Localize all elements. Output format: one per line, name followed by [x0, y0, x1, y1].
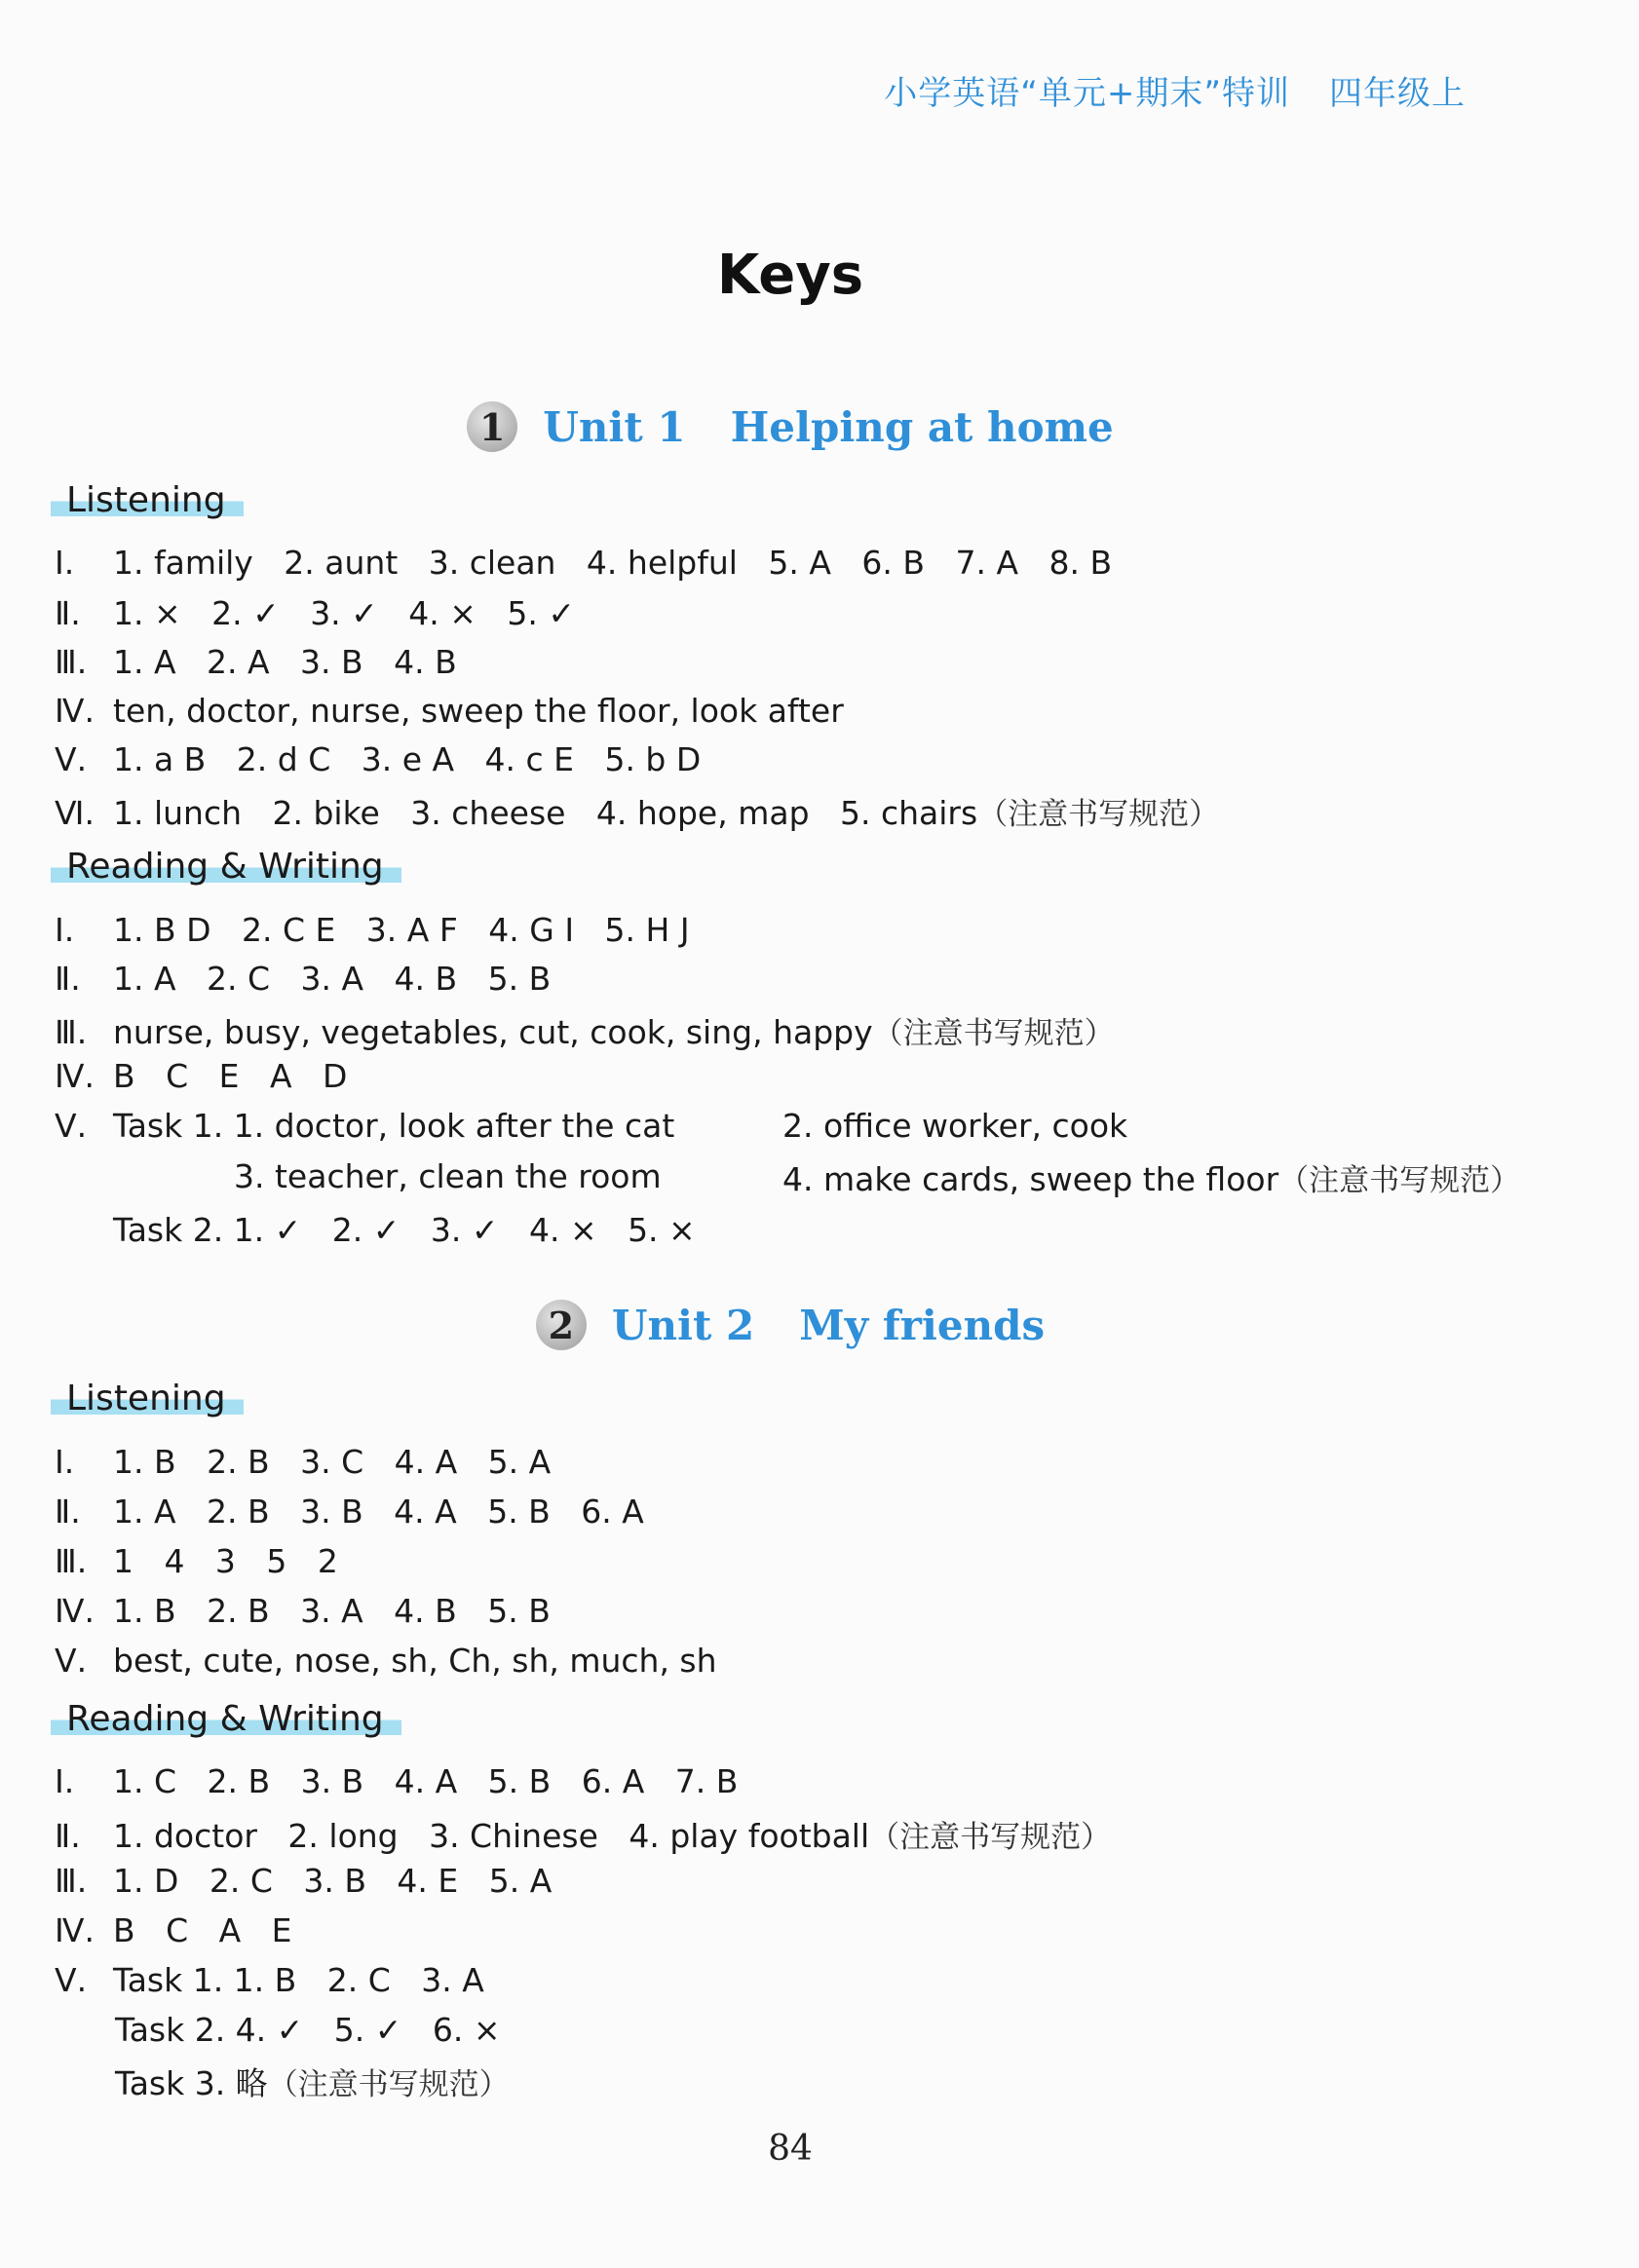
answer-text: 1. family 2. aunt 3. clean 4. helpful 5. A 6. B 7. A 8. B	[113, 544, 1113, 582]
answer-text-col2: 2. office worker, cook	[782, 1107, 1128, 1145]
section-label-listening: Listening	[51, 1379, 244, 1418]
answer-line	[55, 1762, 738, 1800]
answer-text: Task 3. 略	[115, 2064, 268, 2102]
answer-text: ten, doctor, nurse, sweep the floor, look after	[113, 692, 844, 730]
answer-line	[55, 1592, 551, 1630]
answer-text: 4. make cards, sweep the floor	[782, 1160, 1279, 1198]
answer-line	[55, 544, 1112, 582]
roman-numeral: Ⅰ.	[55, 1443, 75, 1481]
unit-number-badge: 2	[536, 1300, 587, 1350]
roman-numeral: Ⅴ.	[55, 1642, 88, 1680]
section-label-reading-writing: Reading & Writing	[51, 847, 401, 887]
roman-numeral: Ⅳ.	[55, 1911, 95, 1949]
section-label-listening: Listening	[51, 480, 244, 520]
answer-line	[55, 1443, 551, 1481]
section-label-reading-writing: Reading & Writing	[51, 1699, 401, 1739]
answer-line	[55, 594, 575, 632]
roman-numeral: Ⅳ.	[55, 1057, 95, 1095]
roman-numeral: Ⅲ.	[55, 1013, 88, 1051]
answer-text: B C A E	[113, 1911, 292, 1949]
answer-text: 1 4 3 5 2	[113, 1542, 338, 1580]
roman-numeral: Ⅱ.	[55, 1817, 81, 1855]
answer-text: 1. lunch 2. bike 3. cheese 4. hope, map 5. chairs	[113, 794, 978, 832]
answer-line	[55, 1862, 552, 1900]
series-title: 小学英语“单元+期末”特训	[884, 74, 1290, 113]
roman-numeral: Ⅴ.	[55, 1107, 88, 1145]
writing-note: （注意书写规范）	[872, 1016, 1115, 1051]
unit-label: Unit 1	[543, 402, 686, 451]
roman-numeral: Ⅱ.	[55, 1493, 81, 1531]
answer-line	[55, 1057, 347, 1095]
answer-line-task2: Task 2. 4. ✓ 5. ✓ 6. ×	[115, 2011, 501, 2049]
roman-numeral: Ⅲ.	[55, 1542, 88, 1580]
answer-line	[55, 1911, 292, 1949]
answer-line	[55, 960, 551, 998]
answer-line	[55, 643, 457, 681]
grade-label: 四年级上	[1329, 74, 1466, 113]
answer-text: best, cute, nose, sh, Ch, sh, much, sh	[113, 1642, 717, 1680]
answer-text: 1. C 2. B 3. B 4. A 5. B 6. A 7. B	[113, 1762, 739, 1800]
unit-label: Unit 2	[611, 1301, 755, 1349]
answer-line-task2: Task 2. 1. ✓ 2. ✓ 3. ✓ 4. × 5. ×	[113, 1211, 696, 1249]
answer-line	[55, 1008, 1115, 1052]
answer-text: Task 1. 1. doctor, look after the cat	[113, 1107, 675, 1145]
roman-numeral: Ⅰ.	[55, 544, 75, 582]
answer-text: 1. a B 2. d C 3. e A 4. c E 5. b D	[113, 740, 702, 778]
writing-note: （注意书写规范）	[267, 2067, 510, 2102]
answer-text: nurse, busy, vegetables, cut, cook, sing, happy	[113, 1013, 873, 1051]
answer-text: 1. D 2. C 3. B 4. E 5. A	[113, 1862, 553, 1900]
answer-line-task1	[55, 1961, 484, 1999]
answer-text: 1. A 2. C 3. A 4. B 5. B	[113, 960, 552, 998]
roman-numeral: Ⅱ.	[55, 960, 81, 998]
answer-line-task1	[55, 1107, 674, 1145]
unit-number-badge: 1	[467, 401, 517, 452]
answer-text: B C E A D	[113, 1057, 348, 1095]
roman-numeral: Ⅳ.	[55, 692, 95, 730]
answer-line	[55, 789, 1219, 833]
roman-numeral: Ⅰ.	[55, 911, 75, 949]
answer-text: 3. teacher, clean the room	[234, 1157, 662, 1195]
roman-numeral: Ⅲ.	[55, 643, 88, 681]
unit-title: My friends	[799, 1301, 1046, 1349]
answer-line	[55, 740, 701, 778]
answer-line	[55, 692, 844, 730]
answer-line	[55, 911, 690, 949]
answer-text-col2	[782, 1155, 1520, 1199]
writing-note: （注意书写规范）	[869, 1820, 1112, 1855]
answer-text: 1. A 2. A 3. B 4. B	[113, 643, 457, 681]
answer-line	[55, 1542, 338, 1580]
answer-text: Task 1. 1. B 2. C 3. A	[113, 1961, 484, 1999]
answer-line	[55, 1642, 717, 1680]
answer-text: 1. B 2. B 3. C 4. A 5. A	[113, 1443, 552, 1481]
roman-numeral: Ⅵ.	[55, 794, 95, 832]
roman-numeral: Ⅰ.	[55, 1762, 75, 1800]
roman-numeral: Ⅴ.	[55, 1961, 88, 1999]
answer-line	[55, 1493, 644, 1531]
writing-note: （注意书写规范）	[1278, 1163, 1521, 1198]
roman-numeral: Ⅴ.	[55, 740, 88, 778]
page-title: Keys	[716, 244, 864, 307]
roman-numeral: Ⅲ.	[55, 1862, 88, 1900]
answer-text: 1. A 2. B 3. B 4. A 5. B 6. A	[113, 1493, 644, 1531]
unit-1-heading	[0, 401, 1581, 452]
answer-text: 1. B 2. B 3. A 4. B 5. B	[113, 1592, 551, 1630]
answer-line-task3	[115, 2059, 510, 2104]
page-number: 84	[768, 2129, 813, 2169]
answer-text: 1. B D 2. C E 3. A F 4. G I 5. H J	[113, 911, 690, 949]
answer-text: 1. × 2. ✓ 3. ✓ 4. × 5. ✓	[113, 594, 576, 632]
roman-numeral: Ⅳ.	[55, 1592, 95, 1630]
unit-title: Helping at home	[730, 402, 1114, 451]
answer-text: 1. doctor 2. long 3. Chinese 4. play football	[113, 1817, 870, 1855]
unit-2-heading	[0, 1300, 1581, 1350]
answer-line	[55, 1812, 1111, 1856]
roman-numeral: Ⅱ.	[55, 594, 81, 632]
running-header	[884, 66, 1466, 114]
writing-note: （注意书写规范）	[977, 797, 1220, 832]
